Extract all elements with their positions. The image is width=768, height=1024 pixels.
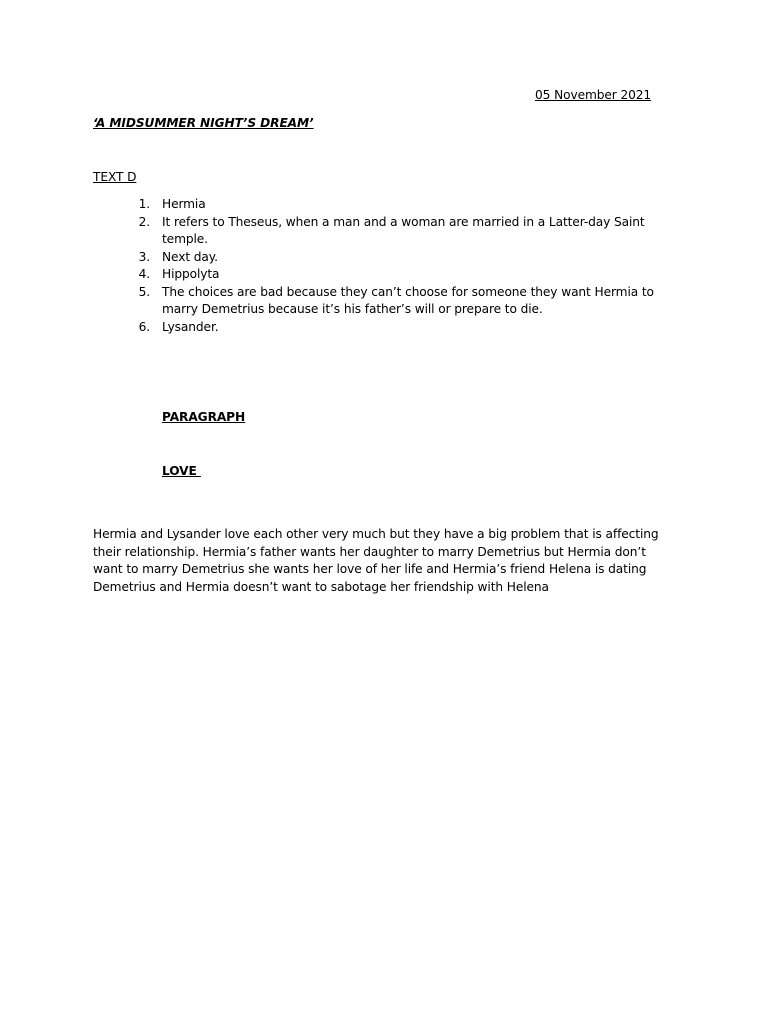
answer-text: Hermia [162,197,206,211]
section-label: TEXT D [93,170,137,184]
paragraph-heading: PARAGRAPH [162,410,246,424]
document-date: 05 November 2021 [535,88,652,102]
answer-item [93,214,683,249]
answer-list [93,196,683,336]
answer-item [93,266,683,284]
answer-number: 6. [138,319,150,334]
answer-number: 4. [138,267,150,281]
answer-number: 2. [138,214,150,229]
answer-item [93,196,683,214]
answer-text: Hippolyta [162,267,220,281]
document-title: ‘A MIDSUMMER NIGHT’S DREAM’ [93,116,314,130]
answer-number: 3. [138,249,150,264]
answer-item [93,284,683,319]
answer-number: 1. [138,197,150,211]
answer-item [93,319,683,337]
answer-text: The choices are bad because they can’t choose for someone they want Hermia to marry Demetrius because it’s his father’s will or prepare to die. [162,284,654,316]
answer-item [93,249,683,267]
answer-number: 5. [138,284,150,299]
body-paragraph: Hermia and Lysander love each other very much but they have a big problem that is affecting their relationship. Hermia’s father wants her daughter to marry Demetrius but Hermia don’t want to marry Demetrius she wants her love of her life and Hermia’s friend Helena is dating Demetrius and Hermia doesn’t want to sabotage her friendship with Helena [93,527,659,594]
topic-heading: LOVE [162,464,201,478]
answer-text: It refers to Theseus, when a man and a woman are married in a Latter-day Saint temple. [162,214,645,246]
answer-text: Next day. [162,249,218,264]
answer-text: Lysander. [162,319,219,334]
